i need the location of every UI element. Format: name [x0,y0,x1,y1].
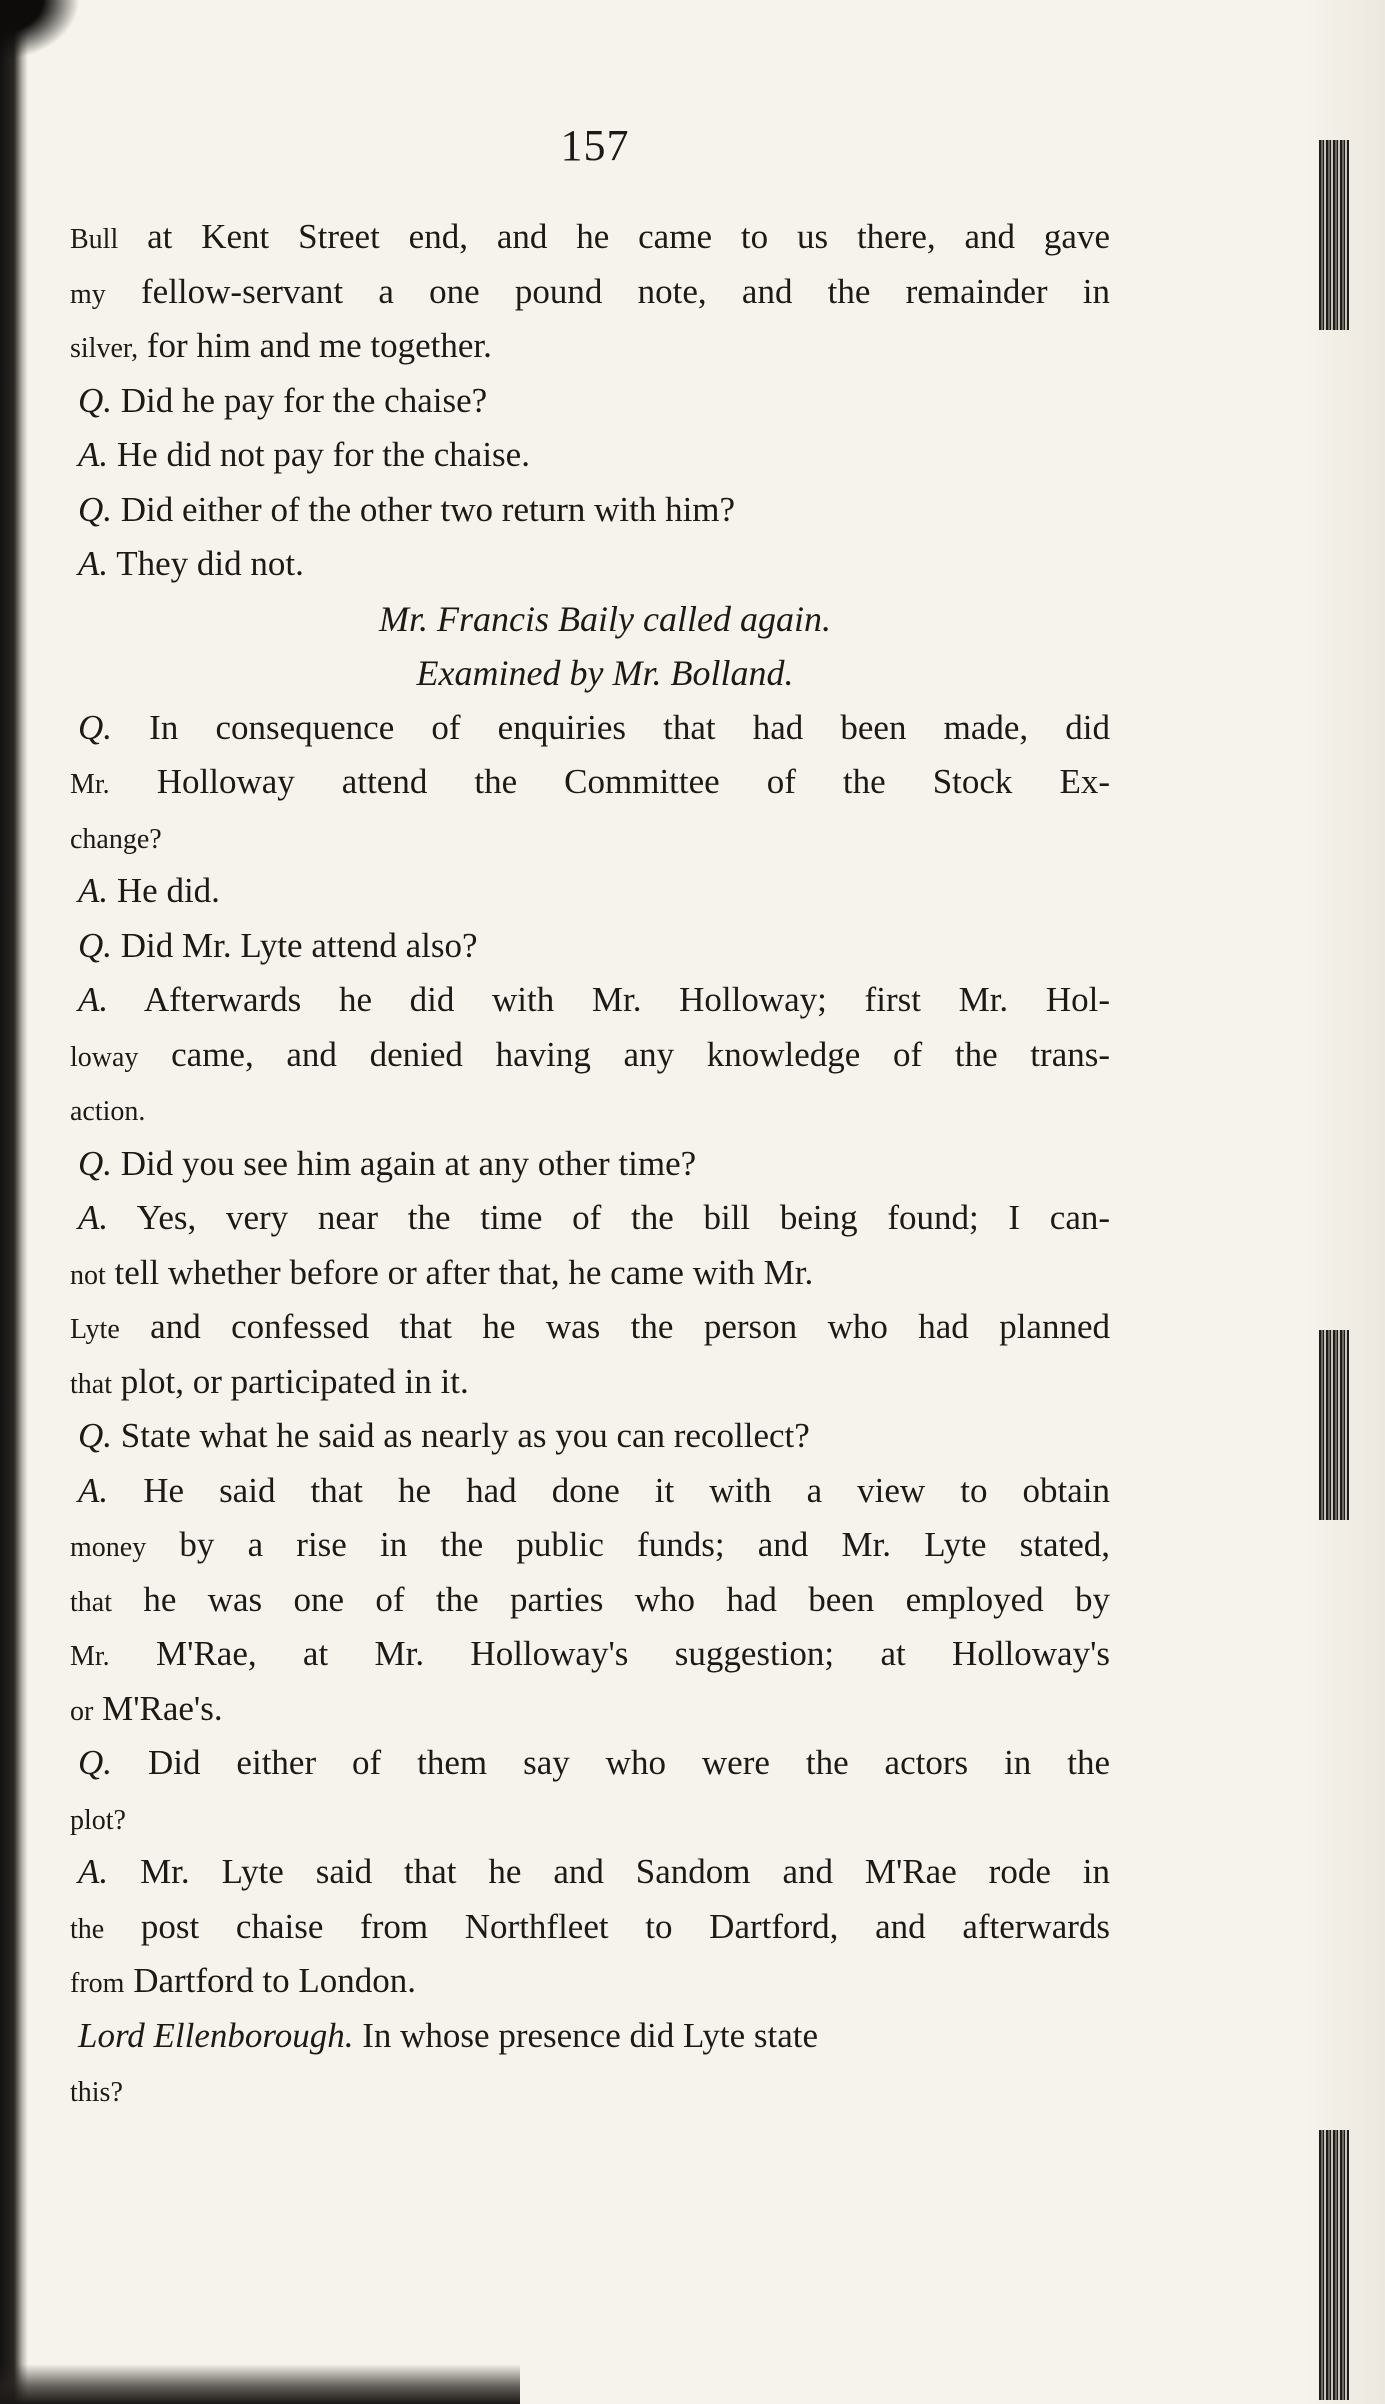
margin-word: from [70,1968,125,1999]
speaker-prefix: Q. [78,1743,113,1782]
page-corner-shadow [0,0,80,60]
text-line [70,1246,1110,1301]
text-line [70,973,1110,1028]
text-line [70,374,1110,429]
paragraph-testimony-1 [70,210,1110,592]
margin-word: not [70,1259,106,1291]
speaker-prefix: Q. [78,1416,113,1455]
speaker-prefix: A. [78,1470,109,1510]
line-text: plot, or participated in it. [120,1361,469,1401]
speaker-prefix: A. [78,871,109,910]
margin-word: that [70,1368,112,1400]
line-text: State what he said as nearly as you can recollect? [120,1416,810,1455]
text-line [70,1627,1110,1682]
speaker-prefix: Q. [78,1143,113,1183]
text-line [70,1409,1110,1464]
speaker-prefix: A. [78,980,109,1019]
margin-word: that [70,1586,112,1618]
margin-word: money [70,1532,147,1563]
line-text: Yes, very near the time of the bill being found; I can- [136,1198,1111,1237]
margin-word: Lyte [70,1314,120,1345]
text-line [70,210,1110,265]
margin-word: change? [70,823,162,855]
line-text: he was one of the parties who had been employed by [143,1579,1111,1619]
text-line [70,265,1110,320]
line-text: M'Rae's. [102,1688,223,1728]
line-text: Did Mr. Lyte attend also? [120,925,478,965]
text-line [70,1954,1110,2009]
text-line [70,483,1110,538]
text-line [70,919,1110,974]
line-text: They did not. [116,544,304,583]
line-text: Holloway attend the Committee of the Stock Ex- [156,762,1110,801]
text-line [70,1191,1110,1246]
line-text: Did you see him again at any other time? [120,1143,697,1183]
line-text: He did not pay for the chaise. [116,435,530,474]
speaker-prefix: A. [78,1198,109,1237]
text-line [70,1682,1110,1737]
line-text: Dartford to London. [133,1961,417,2000]
text-line [70,1573,1110,1628]
margin-word: or [70,1695,94,1727]
text-line [70,1791,1110,1846]
text-line [70,1464,1110,1519]
section-subheading: Examined by Mr. Bolland. [416,653,794,693]
text-line [70,1082,1110,1137]
margin-word: plot? [70,1804,126,1836]
text-line [70,2009,1110,2064]
margin-word: the [70,1913,105,1945]
text-line [70,1137,1110,1192]
text-line [70,1736,1110,1791]
text-line [70,2063,1110,2118]
line-text: Did he pay for the chaise? [120,380,488,420]
page-number: 157 [560,121,630,170]
speaker-prefix: A. [78,1852,109,1891]
margin-word: this? [70,2077,123,2108]
line-text: In consequence of enquiries that had been made, did [149,707,1110,747]
line-text: fellow-servant a one pound note, and the remainder in [141,271,1110,311]
speaker-prefix: Q. [78,707,113,747]
margin-word: silver, [70,333,139,364]
speaker-prefix: A. [78,544,109,583]
margin-word: Mr. [70,769,110,800]
edge-strip-middle [1319,1330,1349,1520]
margin-word: Mr. [70,1641,110,1672]
line-text: at Kent Street end, and he came to us there, and gave [147,217,1110,256]
section-heading: Mr. Francis Baily called again. [379,598,831,639]
bottom-edge-shadow [0,2364,520,2404]
line-text: Did either of them say who were the actors in the [147,1743,1110,1782]
line-text: Did either of the other two return with him? [120,489,736,529]
text-line [70,428,1110,483]
line-text: for him and me together. [146,326,492,365]
line-text: Afterwards he did with Mr. Holloway; first Mr. Hol- [143,980,1110,1019]
speaker-prefix: Q. [78,925,113,965]
speaker-prefix: A. [78,435,109,474]
paragraph-testimony-2 [70,701,1110,2118]
line-text: He did. [116,871,220,910]
text-line [70,1355,1110,1410]
line-text: by a rise in the public funds; and Mr. Lyte stated, [179,1525,1110,1564]
text-line [70,810,1110,865]
right-page-edge [1305,0,1385,2404]
line-text: He said that he had done it with a view to obtain [143,1470,1111,1510]
margin-word: loway [70,1041,139,1073]
line-text: tell whether before or after that, he came with Mr. [114,1252,814,1292]
body-text [70,210,1110,2118]
margin-word: Bull [70,224,119,255]
speaker-name: Lord Ellenborough. [78,2015,354,2055]
binding-shadow [0,0,28,2404]
text-line [70,1028,1110,1083]
margin-word: my [70,278,106,310]
edge-strip-bottom [1319,2130,1349,2400]
edge-strip-top [1319,140,1349,330]
text-line [70,537,1110,592]
speaker-prefix: Q. [78,380,113,420]
text-line [70,319,1110,374]
text-line [70,864,1110,919]
text-line [70,701,1110,756]
line-text: and confessed that he was the person who had planned [150,1307,1110,1346]
line-text: came, and denied having any knowledge of the trans- [171,1034,1110,1074]
margin-word: action. [70,1096,146,1127]
speaker-prefix: Q. [78,489,113,529]
line-text: post chaise from Northfleet to Dartford, and afterwards [140,1906,1111,1946]
line-text: Mr. Lyte said that he and Sandom and M'Rae rode in [140,1852,1110,1891]
text-line [70,1518,1110,1573]
line-text: M'Rae, at Mr. Holloway's suggestion; at Holloway's [156,1634,1111,1673]
line-text: In whose presence did Lyte state [362,2015,819,2055]
text-line [70,1300,1110,1355]
text-line [70,755,1110,810]
text-line [70,1900,1110,1955]
text-line [70,1845,1110,1900]
